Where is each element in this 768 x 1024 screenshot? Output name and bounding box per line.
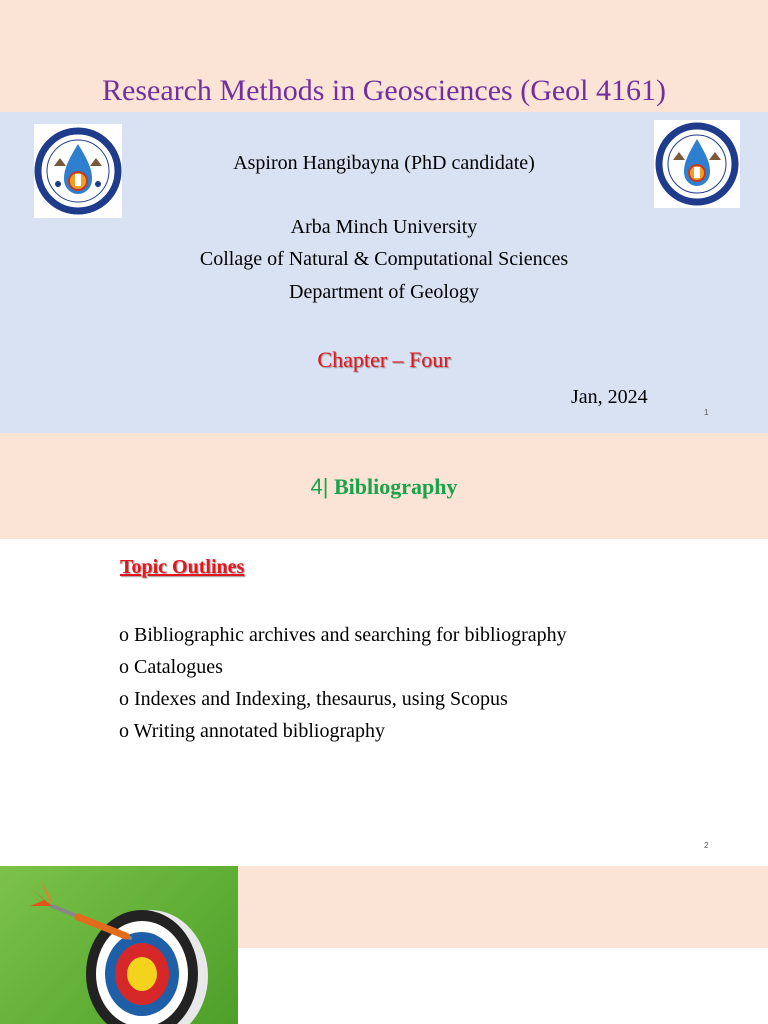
page-number: 2	[704, 841, 709, 850]
dart-target-image-icon	[0, 866, 238, 1024]
author-name: Aspiron Hangibayna (PhD candidate)	[233, 152, 535, 174]
list-item: o Indexes and Indexing, thesaurus, using Scopus	[119, 688, 508, 710]
slide-2	[0, 433, 768, 866]
list-item: o Bibliographic archives and searching for bibliography	[119, 624, 567, 646]
page-number: 1	[704, 408, 709, 417]
list-item: o Catalogues	[119, 656, 223, 678]
section-number: 4|	[310, 474, 329, 499]
topic-outlines-heading: Topic Outlines	[120, 556, 245, 578]
list-item: o Writing annotated bibliography	[119, 720, 385, 742]
slide-3	[0, 866, 768, 1024]
section-title	[0, 473, 768, 501]
chapter-label: Chapter – Four	[317, 347, 451, 372]
slide-1	[0, 0, 768, 433]
college-name: Collage of Natural & Computational Sciences	[199, 248, 569, 270]
date-label: Jan, 2024	[571, 386, 648, 408]
university-name: Arba Minch University	[290, 216, 478, 238]
course-title: Research Methods in Geosciences (Geol 4161)	[102, 74, 666, 107]
section-title-text: Bibliography	[333, 474, 458, 499]
topic-outline-list	[119, 619, 567, 747]
department-name: Department of Geology	[289, 281, 479, 303]
